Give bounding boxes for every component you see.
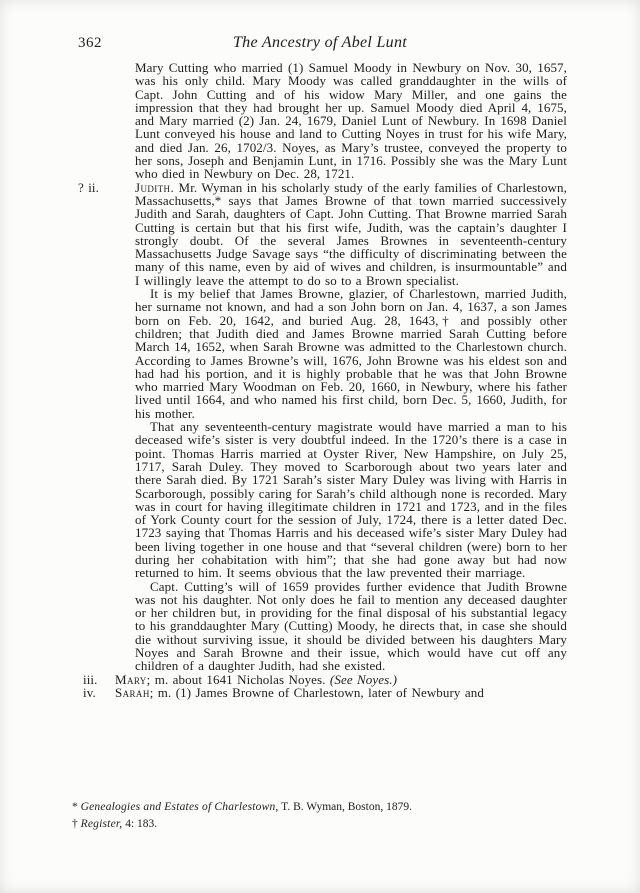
footnotes: [72, 799, 572, 833]
entry-mary: [83, 671, 567, 687]
footnote-wyman-title: Genealogies and Estates of Charlestown,: [80, 801, 279, 813]
footnote-register: [72, 816, 572, 833]
footnote-register-title: Register,: [80, 818, 123, 830]
entry-judith-paragraph-1: [135, 181, 567, 287]
entry-judith: [78, 179, 567, 674]
entry-mary-text: ; m. about 1641 Nicholas Noyes.: [146, 671, 326, 687]
footnote-wyman-symbol: *: [72, 801, 78, 813]
entry-sarah-text: ; m. (1) James Browne of Charlestown, later of Newbury and: [149, 684, 484, 700]
entry-judith-paragraph-4: Capt. Cutting’s will of 1659 provides further evidence that Judith Browne was not his daughter. Not only does he fail to mention any deceased daughter or her children but, in providing for the final disposal of his substantial legacy to his granddaughter Mary (Cutting) Moody, he directs that, in case she should die without surviving issue, it should be divided between his daughters Mary Noyes and Sarah Browne and their issue, which would have cut off any children of a daughter Judith, had she existed.: [135, 578, 567, 674]
entry-mary-name: Mary: [115, 671, 147, 687]
footnote-register-citation: 4: 183.: [125, 818, 158, 830]
intro-paragraph: Mary Cutting who married (1) Samuel Moody in Newbury on Nov. 30, 1657, was his only child. Mary Moody was called granddaughter in the wills of Capt. John Cutting and of his widow Mary Miller, and one gains the impression that they had brought her up. Samuel Moody died April 4, 1675, and Mary married (2) Jan. 24, 1679, Daniel Lunt of Newbury. In 1698 Daniel Lunt conveyed his house and land to Cutting Noyes in trust for his wife Mary, and died Jan. 26, 1702/3. Noyes, as Mary’s trustee, conveyed the property to her sons, Joseph and Benjamin Lunt, in 1716. Possibly she was the Mary Lunt who died in Newbury on Dec. 28, 1721.: [135, 60, 567, 182]
entry-mary-see-reference: (See Noyes.): [329, 671, 398, 687]
entry-judith-paragraph-3: That any seventeenth-century magistrate would have married a man to his deceased wife’s sister is very doubtful indeed. In the 1720’s there is a case in point. Thomas Harris married at Oyster River, New Hampshire, on July 25, 1717, Sarah Duley. They moved to Scarborough about two years later and there Sarah died. By 1721 Sarah’s sister Mary Duley was living with Harris in Scarborough, possibly caring for Sarah’s child although none is recorded. Mary was in court for having illegitimate children in 1721 and 1723, and in the files of York County court for the session of July, 1724, there is a letter dated Dec. 1723 saying that Thomas Harris and his deceased wife’s sister Mary Duley had been living together in one house and that “several children (were) born to her during her cohabitation with him”; that she had gone away but had now returned to him. It seems obvious that the law prevented their marriage.: [135, 419, 567, 581]
page-number: 362: [78, 35, 102, 51]
entry-sarah-label: iv.: [83, 684, 96, 700]
entry-judith-paragraph-2: It is my belief that James Browne, glazier, of Charlestown, married Judith, her surname not known, and had a son John born on Jan. 4, 1637, a son James born on Feb. 20, 1642, and buried Aug. 28, 1643,† and possibly other children; that Judith died and James Browne married Sarah Cutting before March 14, 1652, when Sarah Browne was admitted to the Charlestown church. According to James Browne’s will, 1676, John Browne was his eldest son and had had his portion, and it is highly probable that he was that John Browne who married Mary Woodman on Feb. 20, 1660, in Newbury, where his father lived until 1664, and who named his first child, born Dec. 5, 1660, Judith, for his mother.: [135, 286, 567, 421]
page-title: The Ancestry of Abel Lunt: [232, 34, 407, 51]
page-header: [0, 34, 640, 54]
footnote-wyman: [72, 799, 572, 816]
entry-mary-label: iii.: [83, 671, 98, 687]
entry-sarah: [83, 684, 567, 700]
entry-judith-paragraph-1-text: Mr. Wyman in his scholarly study of the early families of Charlestown, Massachusetts,* says that James Browne of that town married successively Judith and Sarah, daughters of Capt. John Cutting. That Browne married Sarah Cutting is certain but that his first wife, Judith, was the captain’s daughter I strongly doubt. Of the several James Brownes in seventeenth-century Massachusetts Judge Savage says “the difficulty of discriminating between the many of this name, even by aid of wives and children, is insurmountable” and I willingly leave the attempt to do so to a Brown specialist.: [135, 179, 567, 288]
entry-judith-name: Judith.: [135, 179, 175, 195]
entry-sarah-name: Sarah: [115, 684, 150, 700]
body-text: [78, 60, 567, 700]
footnote-register-symbol: †: [72, 818, 78, 830]
footnote-wyman-citation: T. B. Wyman, Boston, 1879.: [281, 801, 412, 813]
entry-judith-label: ? ii.: [78, 179, 99, 195]
